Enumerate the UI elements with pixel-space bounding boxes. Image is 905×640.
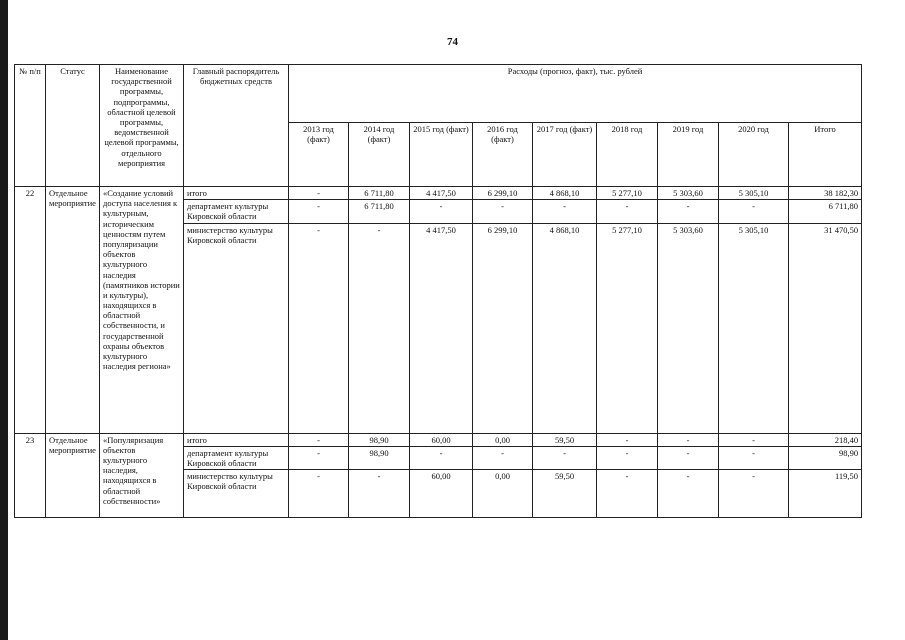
header-year-2013: 2013 год (факт): [289, 123, 349, 187]
value-cell: -: [289, 223, 349, 433]
value-cell: 5 303,60: [658, 223, 719, 433]
value-cell: 5 305,10: [719, 223, 789, 433]
value-cell: 59,50: [533, 433, 597, 446]
value-cell: -: [658, 470, 719, 518]
row-num: 23: [15, 433, 46, 518]
header-year-2017: 2017 год (факт): [533, 123, 597, 187]
value-cell: 5 305,10: [719, 187, 789, 200]
value-cell: -: [349, 470, 410, 518]
header-year-2018: 2018 год: [597, 123, 658, 187]
row-name: «Популяризация объектов культурного наследия, находящихся в областной собственности»: [100, 433, 184, 518]
header-name: Наименование государственной программы, подпрограммы, областной целевой программы, ведомственной целевой программы, отдельного мероприятия: [100, 65, 184, 187]
value-cell: -: [289, 433, 349, 446]
row-grbs: министерство культуры Кировской области: [184, 470, 289, 518]
row-grbs: департамент культуры Кировской области: [184, 446, 289, 469]
table-row: [15, 433, 862, 446]
header-grbs: Главный распорядитель бюджетных средств: [184, 65, 289, 187]
header-num: № п/п: [15, 65, 46, 187]
row-status: Отдельное мероприятие: [46, 433, 100, 518]
row-grbs: департамент культуры Кировской области: [184, 200, 289, 223]
value-cell: -: [658, 433, 719, 446]
header-total: Итого: [789, 123, 862, 187]
value-cell: -: [473, 200, 533, 223]
value-cell: 98,90: [349, 446, 410, 469]
value-cell: -: [719, 433, 789, 446]
header-year-2019: 2019 год: [658, 123, 719, 187]
total-cell: 98,90: [789, 446, 862, 469]
value-cell: 6 299,10: [473, 223, 533, 433]
value-cell: -: [597, 446, 658, 469]
row-grbs: итого: [184, 187, 289, 200]
value-cell: 0,00: [473, 433, 533, 446]
value-cell: -: [473, 446, 533, 469]
value-cell: 6 299,10: [473, 187, 533, 200]
value-cell: 60,00: [410, 433, 473, 446]
value-cell: 5 277,10: [597, 187, 658, 200]
value-cell: -: [597, 200, 658, 223]
value-cell: -: [289, 470, 349, 518]
row-status: Отдельное мероприятие: [46, 187, 100, 434]
page-number: 74: [447, 36, 458, 48]
value-cell: 98,90: [349, 433, 410, 446]
value-cell: 6 711,80: [349, 187, 410, 200]
value-cell: 4 417,50: [410, 187, 473, 200]
value-cell: -: [719, 470, 789, 518]
value-cell: 6 711,80: [349, 200, 410, 223]
value-cell: 5 277,10: [597, 223, 658, 433]
value-cell: -: [533, 200, 597, 223]
row-grbs: итого: [184, 433, 289, 446]
value-cell: -: [410, 446, 473, 469]
value-cell: -: [597, 433, 658, 446]
value-cell: -: [658, 446, 719, 469]
total-cell: 38 182,30: [789, 187, 862, 200]
header-year-2020: 2020 год: [719, 123, 789, 187]
header-status: Статус: [46, 65, 100, 187]
value-cell: -: [289, 187, 349, 200]
budget-table: [14, 64, 862, 518]
total-cell: 119,50: [789, 470, 862, 518]
value-cell: -: [719, 200, 789, 223]
header-row-top: [15, 65, 862, 123]
total-cell: 6 711,80: [789, 200, 862, 223]
value-cell: 59,50: [533, 470, 597, 518]
value-cell: 4 417,50: [410, 223, 473, 433]
header-year-2015: 2015 год (факт): [410, 123, 473, 187]
value-cell: -: [349, 223, 410, 433]
value-cell: -: [533, 446, 597, 469]
row-name: «Создание условий доступа населения к культурным, историческим ценностям путем популяризации объектов культурного наследия (памятников истории и культуры), находящихся в областной собственности, и государственной охраны объектов культурного наследия региона»: [100, 187, 184, 434]
header-year-2014: 2014 год (факт): [349, 123, 410, 187]
value-cell: 60,00: [410, 470, 473, 518]
table-row: [15, 187, 862, 200]
total-cell: 31 470,50: [789, 223, 862, 433]
value-cell: -: [658, 200, 719, 223]
header-year-2016: 2016 год (факт): [473, 123, 533, 187]
row-num: 22: [15, 187, 46, 434]
scan-edge-bar: [0, 0, 8, 640]
value-cell: -: [597, 470, 658, 518]
header-expenses: Расходы (прогноз, факт), тыс. рублей: [289, 65, 862, 123]
value-cell: -: [410, 200, 473, 223]
value-cell: -: [289, 446, 349, 469]
value-cell: 5 303,60: [658, 187, 719, 200]
row-grbs: министерство культуры Кировской области: [184, 223, 289, 433]
value-cell: 0,00: [473, 470, 533, 518]
total-cell: 218,40: [789, 433, 862, 446]
value-cell: -: [719, 446, 789, 469]
value-cell: 4 868,10: [533, 223, 597, 433]
value-cell: 4 868,10: [533, 187, 597, 200]
value-cell: -: [289, 200, 349, 223]
